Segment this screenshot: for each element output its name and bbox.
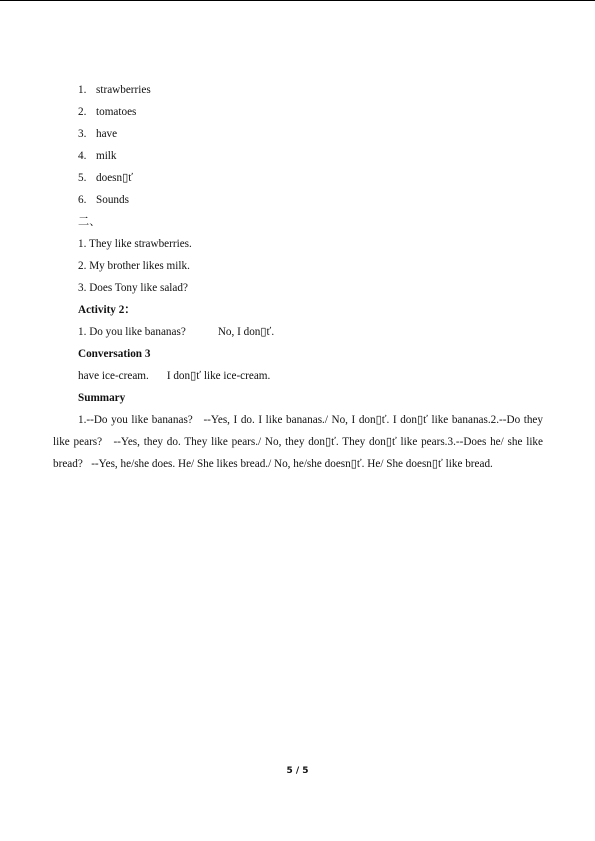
summary-heading: Summary: [78, 392, 126, 404]
list-item: [53, 189, 543, 211]
summary-paragraph: 1.--Do you like bananas? --Yes, I do. I like bananas./ No, I don▯ť. I don▯ť like bananas.2.--Do they like pears? --Yes, they do. They like pears./ No, they don▯ť. They don▯ť like pears.3.--Does he/ she like bread? --Yes, he/she does. He/ She likes bread./ No, he/she doesn▯ť. He/ She doesn▯ť like bread.: [53, 414, 543, 470]
list-text: tomatoes: [96, 106, 137, 118]
list-item: [53, 101, 543, 123]
activity-line: [53, 321, 543, 343]
list-text: doesn▯ť: [96, 172, 134, 184]
list-text: milk: [96, 150, 117, 162]
list-item: [53, 123, 543, 145]
section-two-heading: 二、: [78, 216, 101, 228]
list-number: 6.: [78, 194, 87, 206]
sentence-line: 3. Does Tony like salad?: [78, 282, 188, 294]
sentence-line: 2. My brother likes milk.: [78, 260, 190, 272]
activity-answer: No, I don▯ť.: [217, 326, 275, 338]
conversation-heading: Conversation 3: [78, 348, 151, 360]
conversation-left: have ice-cream.: [78, 370, 149, 382]
list-item: [53, 167, 543, 189]
document-body: [53, 79, 543, 475]
header-rule: [0, 0, 595, 1]
list-number: 1.: [78, 84, 87, 96]
conversation-line: [53, 365, 543, 387]
list-item: [53, 79, 543, 101]
list-text: strawberries: [96, 84, 151, 96]
conversation-right: I don▯ť like ice-cream.: [166, 370, 271, 382]
list-number: 2.: [78, 106, 87, 118]
activity-heading: Activity 2：: [78, 304, 136, 316]
list-text: have: [96, 128, 118, 140]
sentence-line: 1. They like strawberries.: [78, 238, 192, 250]
page-number: 5 / 5: [286, 766, 309, 776]
list-text: Sounds: [96, 194, 129, 206]
activity-question: 1. Do you like bananas?: [78, 326, 186, 338]
list-number: 4.: [78, 150, 87, 162]
list-item: [53, 145, 543, 167]
list-number: 3.: [78, 128, 87, 140]
list-number: 5.: [78, 172, 87, 184]
